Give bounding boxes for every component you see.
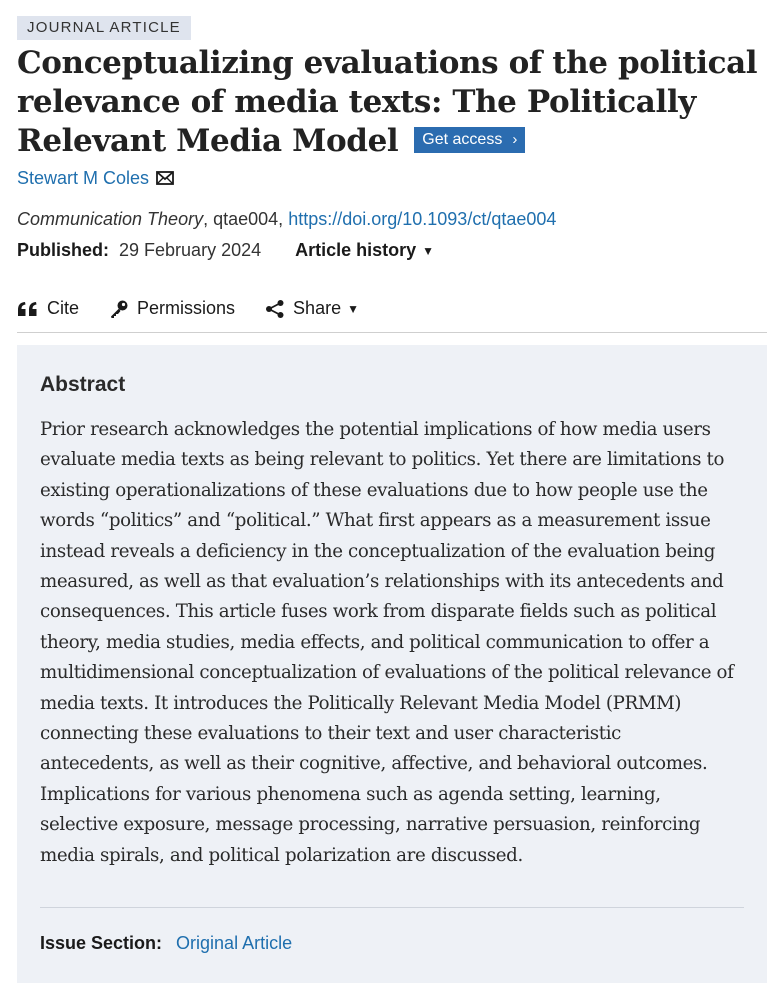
- chevron-right-icon: ›: [512, 130, 518, 148]
- get-access-button[interactable]: [414, 127, 525, 153]
- citation-separator: ,: [203, 209, 214, 229]
- article-tools: [17, 298, 389, 319]
- issue-section-link[interactable]: Original Article: [176, 933, 293, 953]
- abstract-divider: [40, 907, 744, 908]
- published-row: [17, 240, 434, 261]
- caret-down-icon: ▼: [347, 301, 359, 316]
- quote-icon: [17, 301, 39, 317]
- cite-button[interactable]: [17, 298, 79, 319]
- article-history-toggle[interactable]: [295, 240, 434, 261]
- issue-section-label: Issue Section:: [40, 933, 163, 953]
- article-type-badge: JOURNAL ARTICLE: [17, 16, 191, 40]
- citation-line: [17, 209, 556, 230]
- abstract-section: [17, 345, 767, 983]
- article-title-text: Conceptualizing evaluations of the political relevance of media texts: The Politically Relevant Media Model: [17, 45, 758, 159]
- article-history-label: Article history: [295, 240, 417, 260]
- cite-label: Cite: [47, 298, 80, 318]
- issue-section-row: [40, 933, 292, 954]
- get-access-label: Get access: [422, 130, 503, 148]
- share-label: Share: [293, 298, 342, 318]
- abstract-heading: Abstract: [40, 373, 126, 396]
- author-row: [17, 166, 174, 190]
- key-icon: [109, 299, 129, 319]
- permissions-button[interactable]: [109, 298, 235, 319]
- article-id: qtae004: [213, 209, 279, 229]
- journal-name: Communication Theory: [17, 209, 204, 229]
- abstract-text: Prior research acknowledges the potential implications of how media users evaluate media texts as being relevant to politics. Yet there are limitations to existing operationalizations of these evaluations due to how people use the words “politics” and “political.” What first appears as a measurement issue instead reveals a deficiency in the conceptualization of the evaluation being measured, as well as that evaluation’s relationships with its antecedents and consequences. This article fuses work from disparate fields such as political theory, media studies, media effects, and political communication to offer a multidimensional conceptualization of evaluations of the political relevance of media texts. It introduces the Politically Relevant Media Model (PRMM) connecting these evaluations to their text and user characteristic antecedents, as well as their cognitive, affective, and behavioral outcomes. Implications for various phenomena such as agenda setting, learning, selective exposure, message processing, narrative persuasion, reinforcing media spirals, and political polarization are discussed.: [40, 419, 734, 866]
- envelope-icon[interactable]: [156, 171, 174, 185]
- permissions-label: Permissions: [137, 298, 236, 318]
- published-label: Published:: [17, 240, 110, 260]
- article-title: [17, 44, 767, 161]
- doi-link[interactable]: https://doi.org/10.1093/ct/qtae004: [288, 209, 557, 229]
- citation-separator: ,: [278, 209, 289, 229]
- share-button[interactable]: [265, 298, 359, 319]
- caret-down-icon: ▼: [422, 243, 435, 258]
- tools-divider: [17, 332, 767, 333]
- author-link[interactable]: Stewart M Coles: [17, 167, 150, 188]
- published-date: 29 February 2024: [119, 240, 262, 260]
- share-icon: [265, 299, 285, 319]
